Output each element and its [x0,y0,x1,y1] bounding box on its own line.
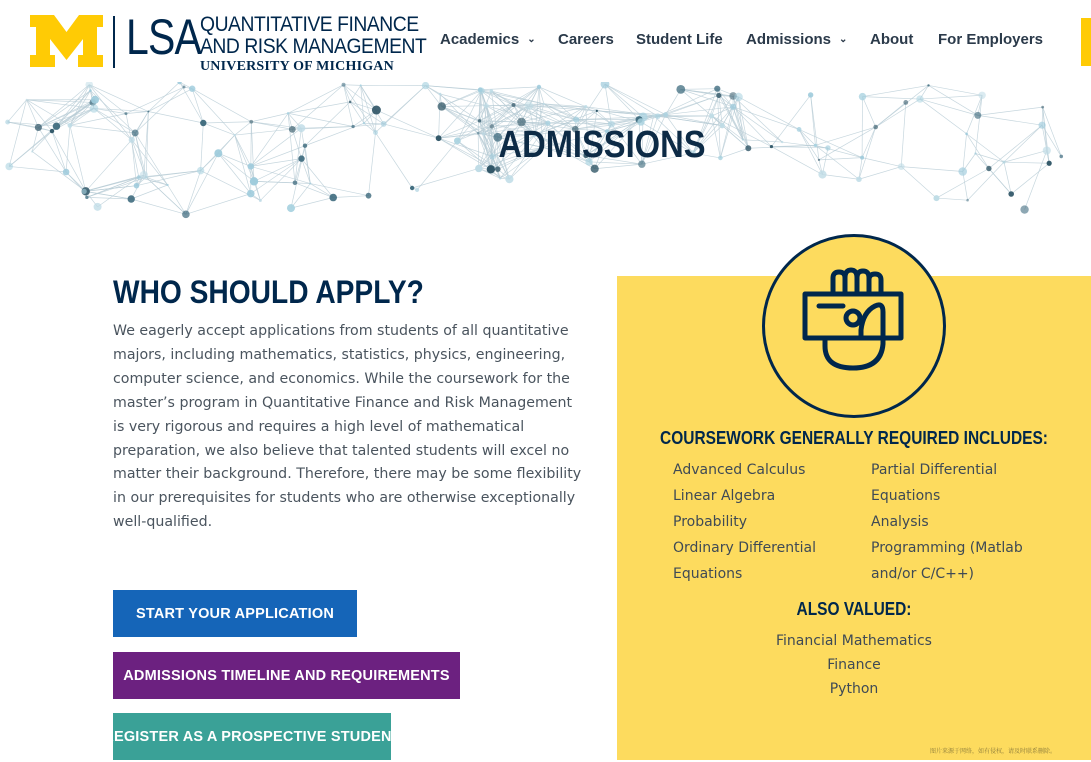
nav-item-about[interactable]: About [870,31,914,48]
network-node [584,105,587,108]
network-node [714,86,720,92]
network-node [90,104,99,113]
network-node [5,163,13,171]
network-node [1041,106,1044,109]
network-node [537,85,541,89]
coursework-list-left [673,457,853,587]
network-node [573,117,579,123]
network-node [422,82,429,89]
network-node [478,87,485,94]
network-node [903,100,908,105]
chevron-down-icon: ⌄ [527,34,536,45]
network-node [91,96,99,104]
network-node [927,84,929,86]
network-node [182,211,190,219]
nav-accent-bar[interactable] [1081,18,1091,66]
network-node [505,175,513,183]
network-node [410,186,414,190]
network-node [293,181,298,186]
network-node [1020,205,1028,213]
network-node [250,177,258,185]
network-node [26,99,28,101]
network-node [709,113,714,118]
network-node [68,123,73,128]
card-icon-badge [762,234,946,418]
list-item: Probability [673,514,748,530]
network-node [342,83,346,87]
logo-divider [113,16,115,68]
network-node [512,103,516,107]
admissions-timeline-button[interactable]: ADMISSIONS TIMELINE AND REQUIREMENTS [113,652,460,699]
logo-line-1: QUANTITATIVE FINANCE [200,13,419,36]
nav-item-academics[interactable]: Academics ⌄ [440,31,536,48]
network-node [94,203,102,211]
network-node [543,103,545,105]
network-node [730,104,736,110]
network-node [329,194,337,202]
coursework-list-right [871,457,1051,587]
network-node [147,111,149,113]
network-node [85,196,88,199]
network-node [808,92,813,97]
network-node [259,199,262,202]
network-node [63,169,70,176]
network-node [439,93,442,96]
network-node [663,112,668,117]
network-node [50,129,54,133]
network-node [655,113,661,119]
hero-banner [0,82,1091,228]
network-node [438,102,446,110]
also-valued-heading: ALSO VALUED: [796,599,912,619]
network-node [525,102,534,111]
network-node [916,95,923,102]
list-item: Advanced Calculus [673,462,806,478]
logo-line-2: AND RISK MANAGEMENT [200,35,427,58]
network-node [372,106,381,115]
network-node [5,120,10,125]
network-node [818,170,826,178]
network-node [676,85,685,94]
network-node [35,124,42,131]
network-node [134,183,140,189]
network-node [140,171,148,179]
network-node [247,190,255,198]
network-node [128,195,135,202]
network-node [124,112,127,115]
michigan-block-m-logo[interactable] [30,15,103,71]
list-item: Finance [827,657,881,673]
image-source-note: 图片来源于网络，如有侵权，请及时联系删除。 [930,748,1057,755]
network-node [495,166,501,172]
section-body-text: We eagerly accept applications from students of all quantitative majors, including mathematics, statistics, physics, engineering, computer science, and economics. While the coursework for the master’s program in Quantitative Finance and Risk Management is very rigorous and requires a high level of mathematical preparation, we also believe that talented students will excel no matter their background. Therefore, there may be some flexibility in our prerequisites for students who are otherwise exceptionally well-qualified. [113,323,582,531]
network-node [478,119,481,122]
nav-item-for-employers[interactable]: For Employers [938,31,1044,48]
logo-line-3: UNIVERSITY OF MICHIGAN [200,59,394,74]
list-item: Python [829,681,879,697]
network-node [31,150,33,152]
network-node [734,93,743,102]
network-node [978,92,985,99]
list-item: Programming (Matlab [871,540,1023,556]
network-node [652,114,656,118]
network-node [166,184,168,186]
network-node [366,193,372,199]
nav-item-student-life[interactable]: Student Life [636,31,723,48]
register-prospective-button[interactable]: REGISTER AS A PROSPECTIVE STUDENT [113,713,391,760]
network-node [197,167,204,174]
network-node [596,110,598,112]
section-heading: WHO SHOULD APPLY? [113,274,424,310]
network-node [856,176,862,182]
network-node [484,103,489,108]
list-item: Analysis [871,514,929,530]
network-node [287,112,289,114]
network-node [183,86,186,89]
network-node [89,89,92,92]
network-node [309,182,311,184]
list-item: and/or C/C++) [871,566,975,582]
list-item: Partial Differential [871,462,998,478]
coursework-heading: COURSEWORK GENERALLY REQUIRED INCLUDES: [660,428,1048,448]
list-item: Ordinary Differential [673,540,816,556]
list-item: Equations [871,488,941,504]
list-item: Financial Mathematics [776,633,932,649]
start-application-button[interactable]: START YOUR APPLICATION [113,590,357,637]
network-node [82,189,87,194]
network-node [53,123,60,130]
list-item: Linear Algebra [673,488,776,504]
hand-holding-money-icon [799,264,909,374]
site-header [0,0,1091,82]
network-node [349,101,352,104]
lsa-logo-text[interactable]: LSA [126,9,202,65]
network-node [716,93,721,98]
network-node [287,204,295,212]
network-node [360,84,362,86]
list-item: Equations [673,566,743,582]
nav-item-careers[interactable]: Careers [558,31,614,48]
chevron-down-icon: ⌄ [839,34,848,45]
also-valued-list [617,629,1091,701]
network-node [966,199,969,202]
network-node [189,86,195,92]
network-node [859,93,866,100]
network-node [1008,191,1014,197]
nav-item-admissions[interactable]: Admissions ⌄ [746,31,848,48]
network-node [974,112,981,119]
network-node [933,195,939,201]
network-node [490,89,494,93]
network-node [958,167,967,176]
network-node [415,188,419,192]
network-node [499,177,502,180]
page-title: ADMISSIONS [498,124,706,166]
program-logo-text[interactable] [200,14,446,74]
